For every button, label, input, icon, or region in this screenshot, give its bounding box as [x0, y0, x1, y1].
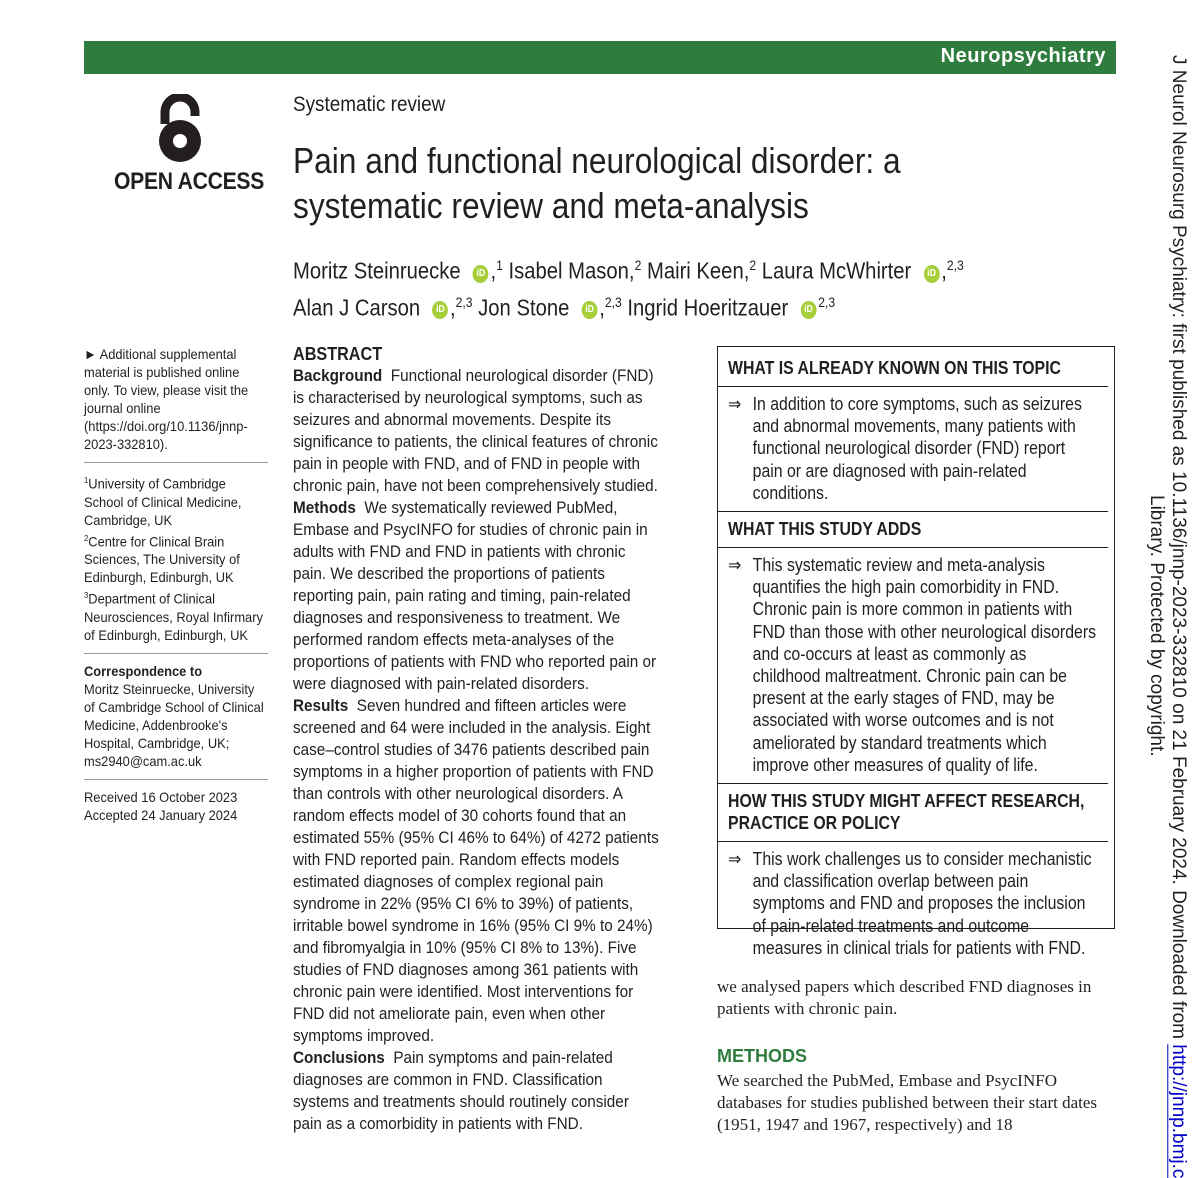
side-notice — [1145, 55, 1189, 1178]
author-name[interactable]: Jon Stone — [478, 294, 570, 321]
author-affiliation: 2,3 — [604, 294, 622, 310]
box-item — [728, 848, 1098, 959]
box-heading: HOW THIS STUDY MIGHT AFFECT RESEARCH, PRACTICE OR POLICY — [728, 791, 1085, 834]
box-item-text: In addition to core symptoms, such as seizures and abnormal movements, many patients with functional neurological disorder (FND) report pain or are diagnosed with pain-related conditions. — [752, 394, 1082, 503]
orcid-icon[interactable]: iD — [801, 301, 817, 319]
affiliation-number: 3 — [84, 590, 89, 601]
affiliation — [84, 586, 268, 644]
affiliation-number: 2 — [84, 532, 89, 543]
author-affiliation: 2,3 — [946, 258, 964, 273]
author-affiliation: 2,3 — [818, 294, 836, 310]
box-item-text: This systematic review and meta-analysis quantifies the high pain comorbidity in FND. Chronic pain is more common in patients with FND than those with other neurological disorders and co-occurs at least as commonly as childhood maltreatment. Chronic pain can be present at the early stages of FND, may be associated with worse outcomes and is not ameliorated by standard treatments which improve other measures of quality of life. — [752, 555, 1097, 775]
section-text: We systematically reviewed PubMed, Embase and PsycINFO for studies of chronic pain in adults with FND and FND in patients with chronic pain. We described the proportions of patients reporting pain, pain rating and timing, pain-related diagnoses and responsiveness to treatment. We performed random effects meta-analyses of the proportions of patients with FND who reported pain or were diagnosed with pain-related disorders. — [293, 498, 657, 693]
abstract-conclusions — [293, 1047, 662, 1135]
author-affiliation: 2,3 — [455, 294, 473, 310]
section-text: Pain symptoms and pain-related diagnoses are common in FND. Classification systems and treatments should routinely consider pain as a comorbidity in patients with FND. — [293, 1048, 629, 1133]
affiliation — [84, 529, 268, 587]
abstract-background — [293, 365, 662, 497]
intro-tail: we analysed papers which described FND diagnoses in patients with chronic pain. — [717, 977, 1092, 1018]
orcid-icon[interactable]: iD — [582, 301, 598, 319]
author-list — [293, 250, 964, 323]
abstract — [293, 343, 662, 1135]
side-notice-line-1 — [1167, 55, 1189, 1178]
divider — [717, 841, 1108, 842]
key-messages-box — [717, 346, 1115, 958]
section-heading: Background — [293, 366, 383, 385]
correspondence-heading: Correspondence to — [84, 662, 203, 679]
article-title: Pain and functional neurological disorder: a systematic review and meta-analysis — [293, 140, 901, 226]
section-heading: Conclusions — [293, 1048, 385, 1067]
box-item — [728, 554, 1098, 776]
methods-text: We searched the PubMed, Embase and PsycINFO databases for studies published between their start dates (1951, 1947 and 1967, respectively) and 18 — [717, 1071, 1098, 1134]
affiliation-number: 1 — [84, 475, 89, 485]
received-date: Received 16 October 2023 — [84, 788, 238, 805]
accepted-date: Accepted 24 January 2024 — [84, 806, 238, 823]
methods-heading: METHODS — [717, 1046, 807, 1066]
divider — [717, 386, 1108, 387]
arrow-icon: ⇒ — [728, 849, 742, 870]
author-name[interactable]: Ingrid Hoeritzauer — [627, 294, 789, 321]
abstract-heading: ABSTRACT — [293, 344, 383, 364]
section-heading: Results — [293, 696, 349, 715]
divider — [84, 779, 268, 780]
correspondence-text: Moritz Steinruecke, University of Cambridge School of Clinical Medicine, Addenbrooke's Hospital, Cambridge, UK; ms2940@cam.ac.uk — [84, 680, 264, 769]
author-name[interactable]: Alan J Carson — [293, 294, 421, 321]
divider — [717, 783, 1108, 784]
orcid-icon[interactable]: iD — [432, 301, 448, 319]
affiliation-text: Centre for Clinical Brain Sciences, The University of Edinburgh, Edinburgh, UK — [84, 533, 240, 586]
body-paragraph — [717, 976, 1117, 1020]
author-name[interactable]: Moritz Steinruecke — [293, 257, 461, 284]
sidebar — [84, 345, 268, 824]
author-line-1: Moritz Steinruecke iD ,$^1$ Isabel Mason,$^2$ Mairi Keen,$^2$ Laura McWhirter iD ,$^{2,3}$ — [293, 257, 964, 284]
open-access-icon — [147, 94, 213, 166]
author-name[interactable]: Isabel Mason, — [508, 257, 635, 284]
divider — [84, 462, 268, 463]
arrow-icon: ⇒ — [728, 555, 742, 576]
open-access-label: OPEN ACCESS — [114, 168, 265, 195]
arrow-icon: ⇒ — [728, 394, 742, 414]
author-affiliation: 2 — [749, 258, 757, 273]
abstract-results — [293, 695, 662, 1047]
section-heading: Methods — [293, 498, 356, 517]
abstract-methods — [293, 497, 662, 695]
supplemental-note: ► Additional supplemental material is published online only. To view, please visit the journal online (https://doi.org/10.1136/jnnp-2023-332810). — [84, 346, 249, 452]
box-item-text: This work challenges us to consider mechanistic and classification overlap between pain symptoms and FND and proposes the inclusion of pain-related treatments and outcome measures in clinical trials for patients with FND. — [752, 849, 1092, 958]
affiliation-text: Department of Clinical Neurosciences, Royal Infirmary of Edinburgh, Edinburgh, UK — [84, 590, 263, 643]
affiliation — [84, 471, 268, 529]
divider — [717, 511, 1108, 512]
author-name[interactable]: Mairi Keen, — [646, 257, 750, 284]
orcid-icon[interactable]: iD — [473, 265, 489, 283]
methods-paragraph — [717, 1070, 1117, 1136]
divider — [84, 653, 268, 654]
author-line-2: Alan J Carson iD ,$^{2,3}$ Jon Stone iD ,$^{2,3}$ Ingrid Hoeritzauer iD$^{2,3}$ — [293, 294, 836, 321]
author-name[interactable]: Laura McWhirter — [761, 257, 912, 284]
box-heading: WHAT THIS STUDY ADDS — [728, 519, 922, 540]
divider — [717, 547, 1108, 548]
article-type: Systematic review — [293, 93, 446, 116]
section-text: Seven hundred and fifteen articles were screened and 64 were included in the analysis. Eight case–control studies of 3476 patients described pain symptoms in a higher proportion of patients with FND than controls with other neurological disorders. A random effects model of 30 cohorts found that an estimated 55% (95% CI 46% to 64%) of 4272 patients with FND reported pain. Random effects models estimated diagnoses of complex regional pain syndrome in 22% (95% CI 6% to 39%) of patients, irritable bowel syndrome in 16% (95% CI 9% to 24%) and fibromyalgia in 10% (95% CI 8% to 13%). Five studies of FND diagnoses among 361 patients with chronic pain were identified. Most interventions for FND did not ameliorate pain, even when other symptoms improved. — [293, 696, 659, 1045]
section-text: Functional neurological disorder (FND) is characterised by neurological symptoms, such as seizures and abnormal movements. Despite its significance to patients, the clinical features of chronic pain in people with FND, and of FND in people with chronic pain, have not been comprehensively studied. — [293, 366, 658, 495]
box-heading: WHAT IS ALREADY KNOWN ON THIS TOPIC — [728, 358, 1061, 378]
side-notice-text: J Neurol Neurosurg Psychiatry: first published as 10.1136/jnnp-2023-332810 on 21 February 2024. Downloaded from — [1168, 55, 1189, 1045]
section-banner — [84, 41, 1116, 74]
author-affiliation: 1 — [496, 258, 503, 273]
box-item — [728, 393, 1098, 504]
section-label: Neuropsychiatry — [940, 45, 1106, 67]
side-notice-line-2: Library. Protected by copyright. — [1146, 495, 1167, 757]
orcid-icon[interactable]: iD — [924, 265, 940, 283]
affiliation-text: University of Cambridge School of Clinical Medicine, Cambridge, UK — [84, 475, 242, 528]
author-affiliation: 2 — [634, 258, 642, 273]
journal-link[interactable]: http://jnnp.bmj.c — [1168, 1044, 1189, 1178]
